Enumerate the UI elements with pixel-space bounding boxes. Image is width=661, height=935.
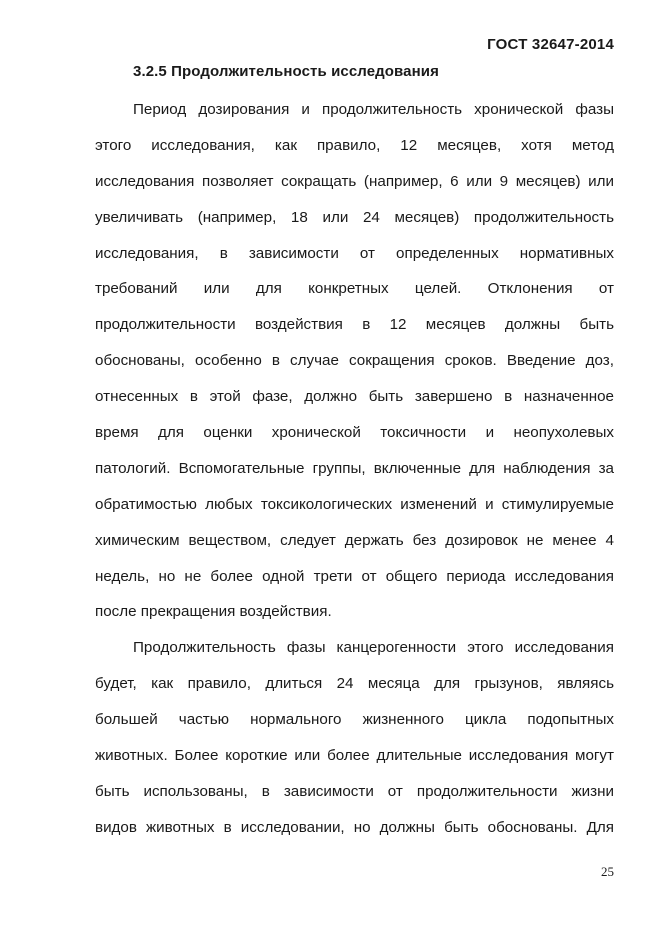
paragraph-2-line-4: животных. Более короткие или более длительные исследования могут [95, 747, 614, 765]
section-heading: 3.2.5 Продолжительность исследования [133, 63, 439, 80]
paragraph-1-line-13: химическим веществом, следует держать без дозировок не менее 4 [95, 531, 614, 549]
page-number: 25 [601, 864, 614, 879]
paragraph-1-line-4: увеличивать (например, 18 или 24 месяцев) продолжительность [95, 208, 614, 226]
standard-number-header: ГОСТ 32647-2014 [487, 36, 614, 53]
paragraph-2-line-1: Продолжительность фазы канцерогенности этого исследования [133, 639, 614, 657]
paragraph-1-line-1: Период дозирования и продолжительность хронической фазы [133, 101, 614, 118]
paragraph-1-line-3: исследования позволяет сокращать (например, 6 или 9 месяцев) или [95, 172, 614, 190]
paragraph-1-line-10: время для оценки хронической токсичности и неопухолевых [95, 424, 614, 442]
paragraph-2-line-6: видов животных в исследовании, но должны быть обоснованы. Для [95, 818, 614, 836]
paragraph-1-line-12: обратимостью любых токсикологических изменений и стимулируемые [95, 495, 614, 513]
paragraph-1-line-7: продолжительности воздействия в 12 месяцев должны быть [95, 316, 614, 334]
paragraph-1-line-8: обоснованы, особенно в случае сокращения сроков. Введение доз, [95, 352, 614, 370]
paragraph-1-line-2: этого исследования, как правило, 12 месяцев, хотя метод [95, 136, 614, 154]
paragraph-2-line-3: большей частью нормального жизненного цикла подопытных [95, 711, 614, 729]
paragraph-1-line-11: патологий. Вспомогательные группы, включенные для наблюдения за [95, 459, 614, 477]
paragraph-1-line-5: исследования, в зависимости от определенных нормативных [95, 244, 614, 262]
body-text [95, 92, 614, 846]
paragraph-1-line-9: отнесенных в этой фазе, должно быть завершено в назначенное [95, 388, 614, 406]
paragraph-2-line-2: будет, как правило, длиться 24 месяца для грызунов, являясь [95, 675, 614, 693]
paragraph-2-line-5: быть использованы, в зависимости от продолжительности жизни [95, 782, 614, 800]
paragraph-1-line-14: недель, но не более одной трети от общего периода исследования [95, 567, 614, 585]
paragraph-1-line-6: требований или для конкретных целей. Отклонения от [95, 280, 614, 298]
paragraph-1-line-15: после прекращения воздействия. [95, 603, 332, 621]
